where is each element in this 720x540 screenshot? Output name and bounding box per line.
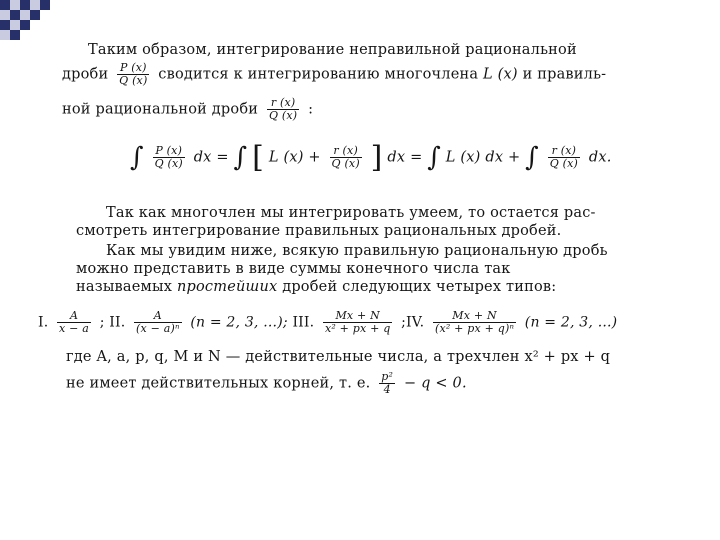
type-3-fraction	[323, 310, 393, 335]
equals-sign: =	[410, 149, 423, 166]
line-2	[62, 62, 606, 87]
type-2-fraction	[134, 310, 182, 335]
word-called: называемых	[76, 279, 173, 295]
integral-sign: ∫	[233, 142, 248, 173]
fraction-r-over-q	[267, 97, 299, 122]
type-4-condition: (n = 2, 3, ...)	[524, 314, 618, 331]
para2-line2: можно представить в виде суммы конечного числа так	[76, 261, 511, 277]
where-line2	[66, 371, 467, 396]
type-4-label: ;IV.	[401, 314, 425, 331]
fraction-denominator: Q (x)	[154, 157, 183, 170]
phrase-rational-fraction: ной рациональной дроби	[62, 101, 259, 118]
polynomial-L: L (x)	[483, 66, 518, 83]
equals-sign: =	[216, 149, 229, 166]
fraction-numerator: A	[57, 310, 91, 323]
fraction-denominator: x − a	[59, 322, 90, 335]
phrase-no-real-roots: не имеет действительных корней, т. е.	[66, 375, 371, 392]
phrase-proper: и правиль-	[522, 66, 607, 83]
polynomial-L-plus: L (x) +	[268, 149, 321, 166]
fraction-r-over-q	[548, 145, 580, 170]
integral-sign: ∫	[130, 142, 144, 173]
integral-sign: ∫	[427, 142, 441, 173]
fraction-p2-over-4	[379, 371, 395, 396]
type-1-label: I.	[38, 314, 49, 331]
word-drobi: дроби	[62, 66, 109, 83]
type-2-label: ; II.	[99, 314, 126, 331]
fraction-denominator: Q (x)	[549, 157, 579, 170]
fraction-denominator: x² + px + q	[324, 322, 391, 335]
type-3-label: III.	[292, 314, 315, 331]
para2-line3	[76, 279, 556, 295]
line-1: Таким образом, интегрирование неправильной рациональной	[88, 42, 577, 58]
fraction-numerator: P (x)	[117, 62, 149, 75]
fraction-numerator: P (x)	[153, 145, 185, 158]
fraction-denominator: Q (x)	[331, 157, 360, 170]
type-1-fraction	[57, 310, 91, 335]
differential-dx: dx	[387, 149, 406, 166]
colon: :	[308, 101, 314, 118]
para1-line1: Так как многочлен мы интегрировать умеем, то остается рас-	[106, 205, 596, 221]
fraction-types-line	[38, 310, 617, 335]
right-bracket: ]	[370, 140, 383, 175]
integral-sign: ∫	[525, 142, 539, 173]
differential-dx: dx	[193, 149, 212, 166]
fraction-numerator: r (x)	[330, 145, 362, 158]
fraction-denominator: (x² + px + q)ⁿ	[434, 322, 515, 335]
fraction-numerator: Mx + N	[433, 310, 516, 323]
main-formula	[130, 140, 612, 175]
differential-dx-end: dx.	[588, 149, 612, 166]
fraction-denominator: (x − a)ⁿ	[136, 322, 180, 335]
fraction-denominator: 4	[383, 383, 391, 396]
fraction-p-over-q	[117, 62, 149, 87]
fraction-numerator: A	[134, 310, 182, 323]
fraction-numerator: Mx + N	[323, 310, 393, 323]
type-2-condition: (n = 2, 3, ...);	[190, 314, 288, 331]
fraction-numerator: r (x)	[267, 97, 299, 110]
fraction-r-over-q	[330, 145, 362, 170]
where-line1: где A, a, p, q, M и N — действительные числа, а трехчлен x² + px + q	[66, 349, 611, 365]
fraction-numerator: r (x)	[548, 145, 580, 158]
phrase-reduces: сводится к интегрированию многочлена	[158, 66, 479, 83]
para1-line2: смотреть интегрирование правильных рациональных дробей.	[76, 223, 562, 239]
phrase-four-types: дробей следующих четырех типов:	[282, 279, 557, 295]
fraction-p-over-q	[153, 145, 185, 170]
fraction-numerator: p²	[381, 370, 394, 383]
left-bracket: [	[252, 140, 265, 175]
type-4-fraction	[433, 310, 516, 335]
fraction-denominator: Q (x)	[268, 109, 298, 122]
line-3	[62, 97, 313, 122]
word-simplest: простейших	[176, 279, 278, 295]
integral-L-dx: L (x) dx +	[445, 149, 521, 166]
inequality-tail: − q < 0.	[403, 375, 467, 392]
fraction-denominator: Q (x)	[119, 74, 148, 87]
para2-line1: Как мы увидим ниже, всякую правильную рациональную дробь	[106, 243, 608, 259]
